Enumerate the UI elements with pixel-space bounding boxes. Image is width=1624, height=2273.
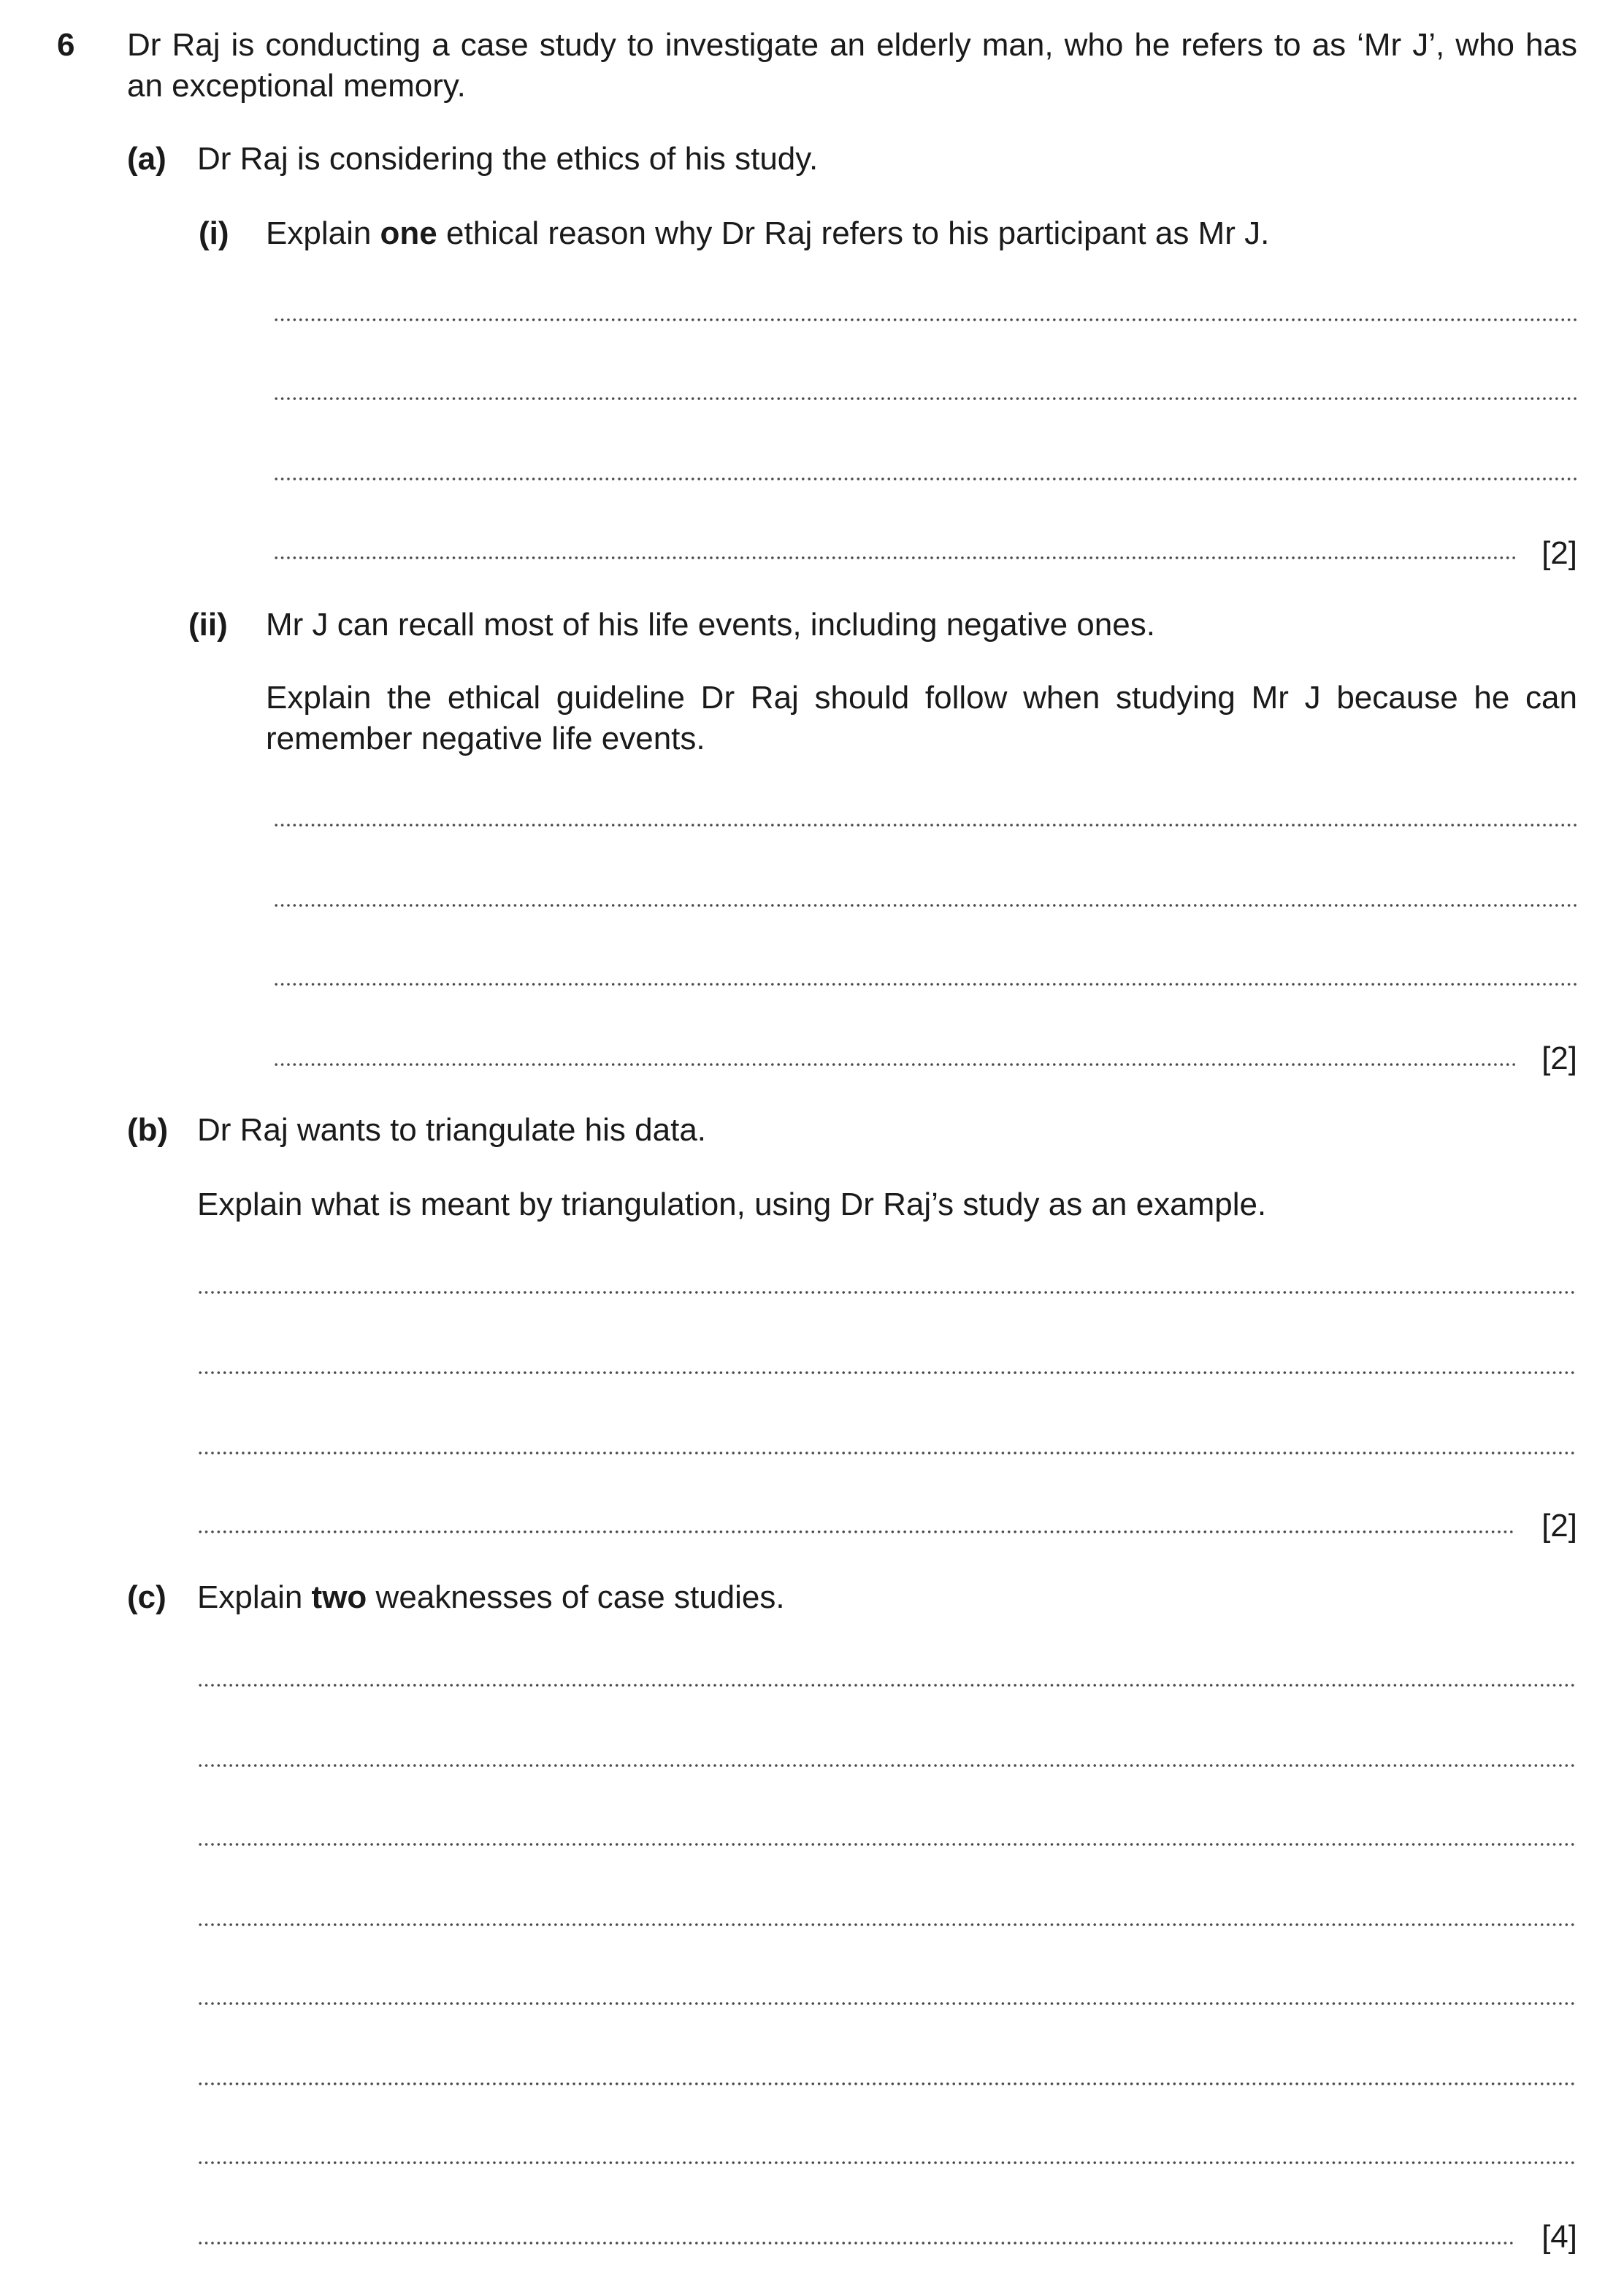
part-a-label: (a): [127, 141, 166, 177]
part-a-i-emphasis: one: [380, 215, 437, 251]
part-a-text: Dr Raj is considering the ethics of his study.: [197, 141, 819, 177]
answer-line[interactable]: [197, 1289, 1577, 1295]
part-a-ii-text: Mr J can recall most of his life events, including negative ones.: [266, 607, 1155, 643]
answer-line[interactable]: [273, 822, 1577, 828]
marks-a-ii: [2]: [1541, 1040, 1577, 1076]
answer-line[interactable]: [197, 1763, 1577, 1768]
answer-line[interactable]: [197, 2001, 1577, 2006]
question-stem: Dr Raj is conducting a case study to investigate an elderly man, who he refers to as ‘Mr J’, who has an exceptional memory.: [127, 27, 1577, 104]
part-c-emphasis: two: [311, 1579, 367, 1615]
marks-b: [2]: [1541, 1508, 1577, 1544]
answer-line[interactable]: [273, 396, 1577, 402]
marks-a-i: [2]: [1541, 535, 1577, 571]
answer-line[interactable]: [197, 1370, 1577, 1376]
part-c-text: Explain two weaknesses of case studies.: [197, 1579, 785, 1615]
part-b-text2: Explain what is meant by triangulation, using Dr Raj’s study as an example.: [197, 1187, 1267, 1222]
answer-line[interactable]: [273, 555, 1516, 561]
part-a-i-text: Explain one ethical reason why Dr Raj refers to his participant as Mr J.: [266, 215, 1270, 251]
answer-line[interactable]: [273, 902, 1577, 908]
marks-c: [4]: [1541, 2219, 1577, 2255]
answer-line[interactable]: [273, 981, 1577, 987]
answer-line[interactable]: [197, 2240, 1516, 2246]
answer-line[interactable]: [197, 1922, 1577, 1928]
answer-line[interactable]: [273, 317, 1577, 323]
part-b-text: Dr Raj wants to triangulate his data.: [197, 1112, 707, 1148]
answer-line[interactable]: [197, 2160, 1577, 2166]
answer-line[interactable]: [197, 1450, 1577, 1456]
answer-line[interactable]: [197, 2081, 1577, 2087]
answer-line[interactable]: [197, 1841, 1577, 1847]
part-b-label: (b): [127, 1112, 169, 1148]
part-a-ii-label: (ii): [188, 607, 228, 643]
part-a-i-label: (i): [199, 215, 229, 251]
question-number: 6: [57, 27, 75, 63]
answer-line[interactable]: [197, 1529, 1516, 1535]
answer-line[interactable]: [197, 1682, 1577, 1688]
answer-line[interactable]: [273, 1062, 1516, 1067]
part-a-ii-text2: Explain the ethical guideline Dr Raj should follow when studying Mr J because he can remember negative life events.: [266, 680, 1577, 756]
answer-line[interactable]: [273, 476, 1577, 482]
part-c-label: (c): [127, 1579, 166, 1615]
